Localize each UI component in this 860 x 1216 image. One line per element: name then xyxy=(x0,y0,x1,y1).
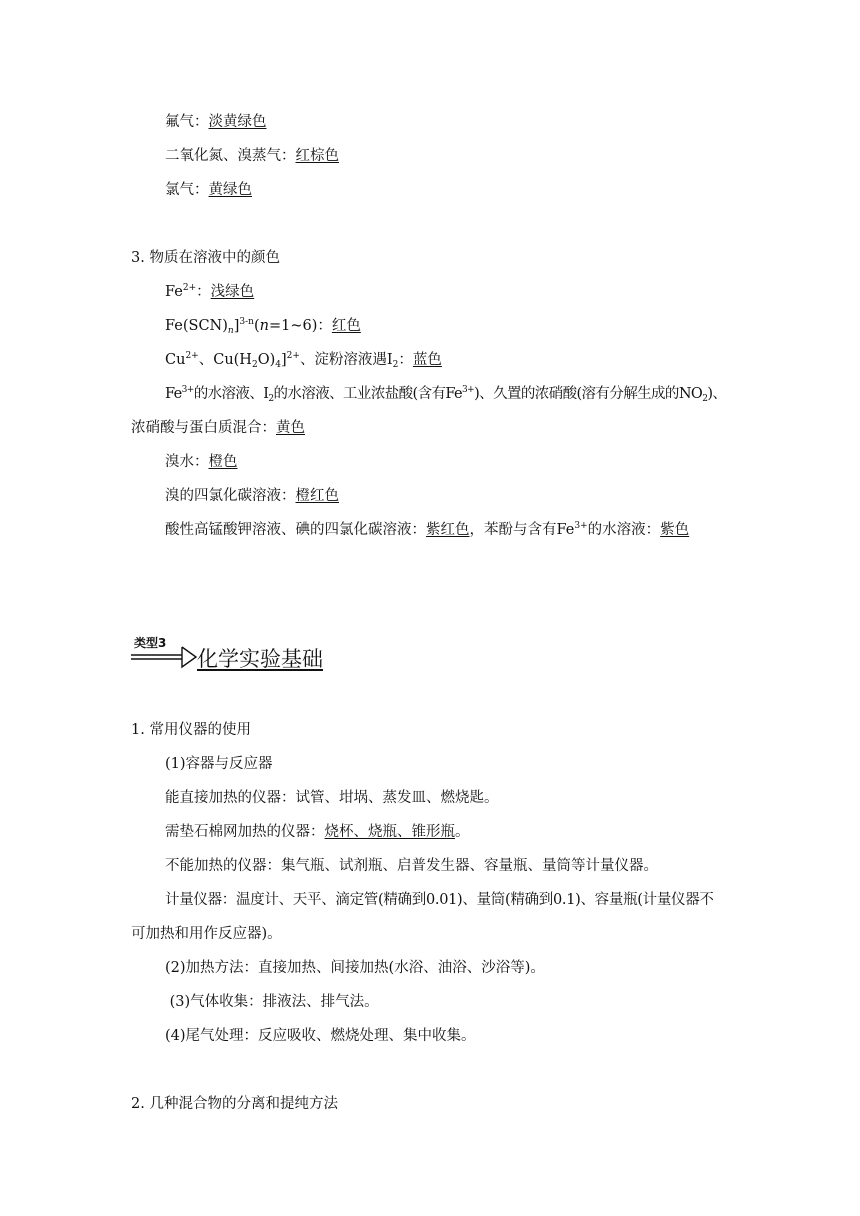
fe3-yellow-line-1 xyxy=(165,384,726,404)
color-answer: 红色 xyxy=(331,318,361,334)
italic-n: n xyxy=(259,318,269,334)
purple-line xyxy=(165,520,689,540)
formula-text: 的水溶液、I xyxy=(193,386,269,402)
punctuation: 。 xyxy=(455,824,470,840)
charge-sup: 3+ xyxy=(574,521,588,531)
gas-chlorine-line xyxy=(165,180,252,200)
cu-line xyxy=(165,350,442,370)
formula-text: 、淀粉溶液遇I xyxy=(299,352,393,368)
gas-color-answer: 淡黄绿色 xyxy=(208,114,267,130)
separator: ： xyxy=(196,284,211,300)
formula-text: 、Cu(H xyxy=(198,352,252,368)
formula-text: Cu xyxy=(165,352,186,368)
charge-sup: 2+ xyxy=(286,351,300,361)
formula-text: 酸性高锰酸钾溶液、碘的四氯化碳溶液： xyxy=(165,522,426,538)
subscript: 2 xyxy=(268,394,274,404)
formula-text: 浓硝酸与蛋白质混合： xyxy=(131,420,276,436)
subscript: n xyxy=(227,326,234,336)
gauze-items-answer: 烧杯、烧瓶、锥形瓶 xyxy=(324,824,455,840)
bromine-water-line xyxy=(165,452,238,472)
instruments-sub1: (1)容器与反应器 xyxy=(165,756,273,772)
gas-fluorine-line xyxy=(165,112,267,132)
instruments-heading: 1. 常用仪器的使用 xyxy=(131,722,251,738)
formula-text: Fe(SCN) xyxy=(165,318,228,334)
charge-sup: 3+ xyxy=(462,385,475,395)
gas-collect-line: (3)气体收集：排液法、排气法。 xyxy=(165,994,379,1010)
gas-color-answer: 黄绿色 xyxy=(208,182,252,198)
gas-color-answer: 红棕色 xyxy=(295,148,339,164)
section-arrow-icon xyxy=(130,646,200,674)
direct-heat-line: 能直接加热的仪器：试管、坩埚、蒸发皿、燃烧匙。 xyxy=(165,790,499,806)
formula-text: 的水溶液、工业浓盐酸(含有Fe xyxy=(273,386,463,402)
formula-text: )、久置的浓硝酸(溶有分解生成的NO xyxy=(474,386,703,402)
formula-text: O) xyxy=(257,352,276,368)
heating-method-line: (2)加热方法：直接加热、间接加热(水浴、油浴、沙浴等)。 xyxy=(165,960,545,976)
formula-text: Fe xyxy=(165,386,182,402)
gas-label: 氟气： xyxy=(165,114,209,130)
color-answer: 橙色 xyxy=(208,454,238,470)
subscript: 2 xyxy=(251,360,258,370)
color-answer: 蓝色 xyxy=(412,352,442,368)
section-header xyxy=(130,636,390,676)
formula-text: ，苯酚与含有Fe xyxy=(469,522,575,538)
formula-text: ] xyxy=(280,352,287,368)
subscript: 2 xyxy=(392,360,399,370)
solution-colors-heading: 3. 物质在溶液中的颜色 xyxy=(131,250,280,266)
tail-gas-line: (4)尾气处理：反应吸收、燃烧处理、集中收集。 xyxy=(165,1028,476,1044)
formula-text: ] xyxy=(233,318,240,334)
bromine-ccl4-line xyxy=(165,486,339,506)
gas-no2-line xyxy=(165,146,339,166)
formula-text: ( xyxy=(253,318,260,334)
measuring-line-1: 计量仪器：温度计、天平、滴定管(精确到0.01)、量筒(精确到0.1)、容量瓶(计量仪器不 xyxy=(165,892,714,908)
fescn-line xyxy=(165,316,361,336)
subscript: 4 xyxy=(275,360,281,370)
color-answer: 橙红色 xyxy=(295,488,339,504)
measuring-line-2: 可加热和用作反应器)。 xyxy=(131,926,282,942)
color-answer: 紫色 xyxy=(660,522,690,538)
section-badge: 类型3 xyxy=(134,636,167,650)
formula-text: 溴水： xyxy=(165,454,209,470)
fe3-yellow-line-2 xyxy=(131,418,305,438)
gauze-heat-line xyxy=(165,822,470,842)
subscript: 2 xyxy=(702,394,708,404)
charge-sup: 3+ xyxy=(181,385,194,395)
gas-label: 二氧化氮、溴蒸气： xyxy=(165,148,296,164)
formula-text: =1~6)： xyxy=(268,318,332,334)
no-heat-line: 不能加热的仪器：集气瓶、试剂瓶、启普发生器、容量瓶、量筒等计量仪器。 xyxy=(165,858,658,874)
formula-text: 的水溶液： xyxy=(587,522,661,538)
section-title: 化学实验基础 xyxy=(197,647,323,671)
separator: ： xyxy=(398,352,413,368)
color-answer: 紫红色 xyxy=(426,522,470,538)
gas-label: 氯气： xyxy=(165,182,209,198)
charge-sup: 2+ xyxy=(185,351,199,361)
fe2-line xyxy=(165,282,254,302)
formula-text: Fe xyxy=(165,284,183,300)
separation-heading: 2. 几种混合物的分离和提纯方法 xyxy=(131,1096,338,1112)
charge-sup: 2+ xyxy=(182,283,197,293)
formula-text: )、 xyxy=(707,386,727,402)
formula-text: 溴的四氯化碳溶液： xyxy=(165,488,296,504)
color-answer: 黄色 xyxy=(276,420,305,436)
color-answer: 浅绿色 xyxy=(210,284,255,300)
charge-sup: 3-n xyxy=(239,317,254,327)
gauze-label: 需垫石棉网加热的仪器： xyxy=(165,824,325,840)
